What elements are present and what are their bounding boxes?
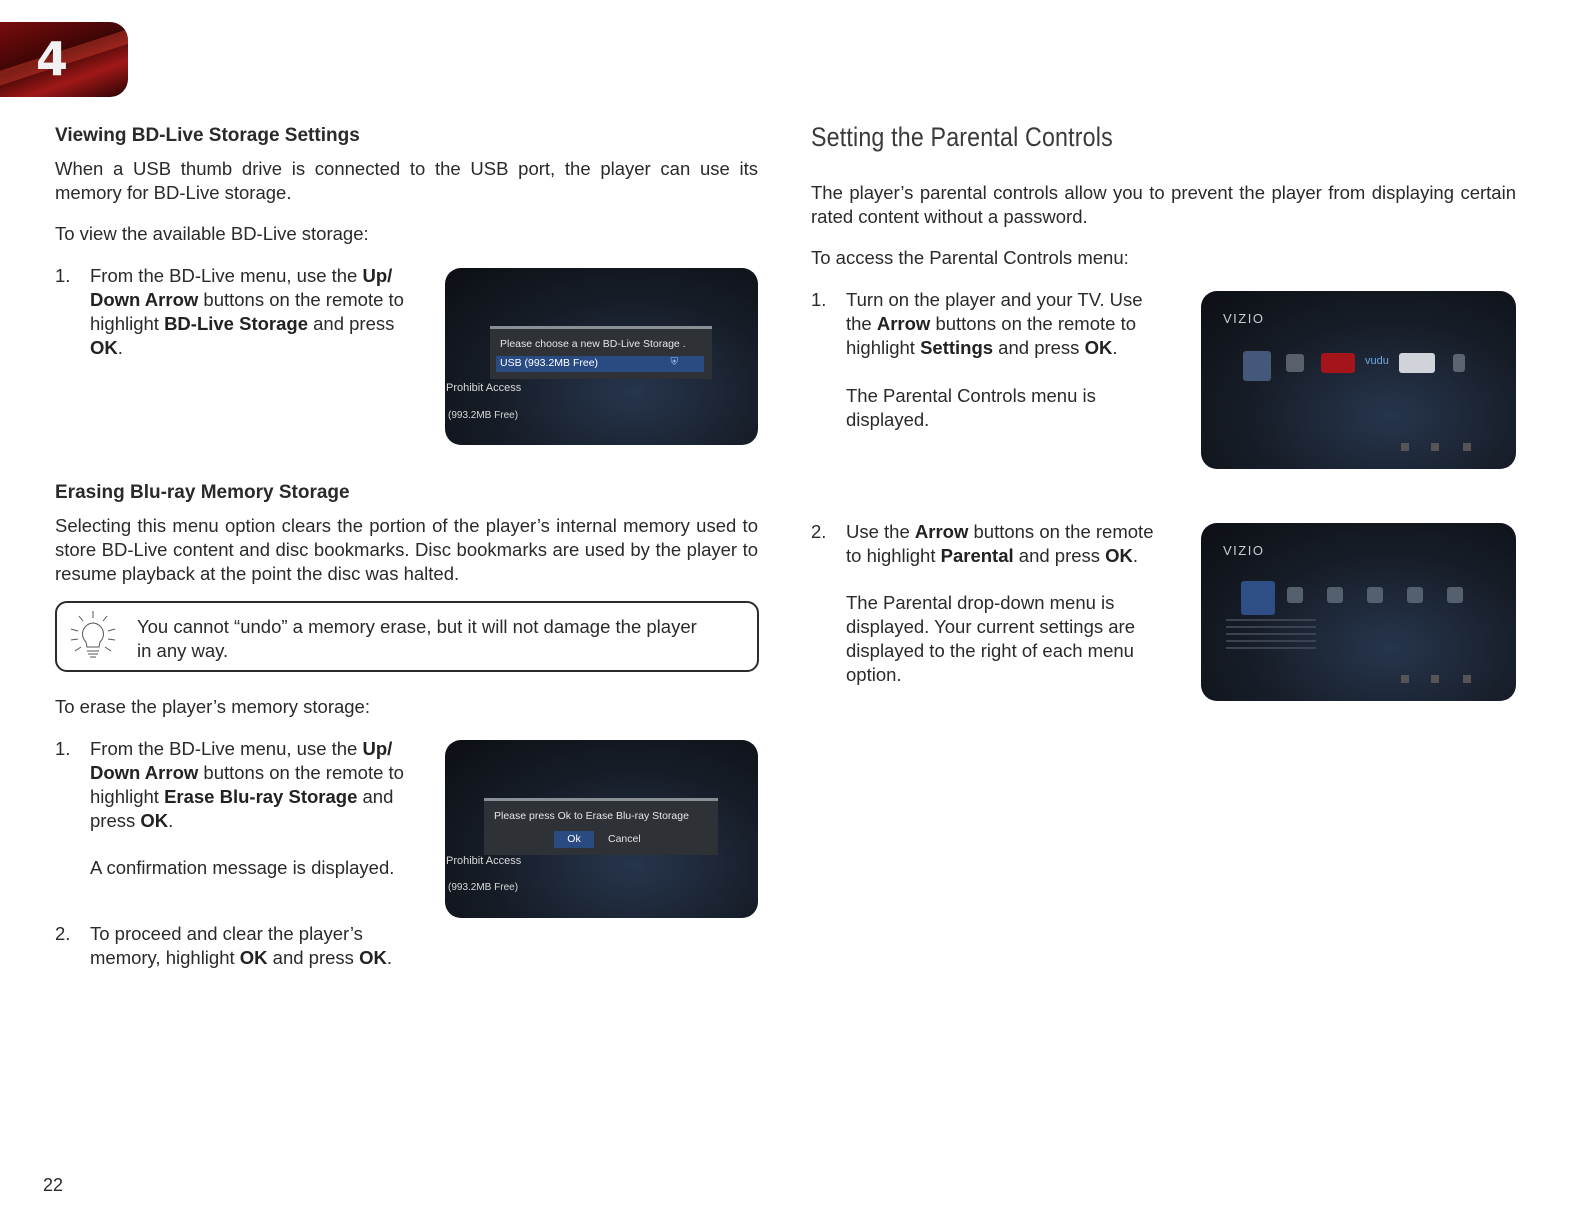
parental-dropdown bbox=[1226, 619, 1316, 651]
step-text: highlight bbox=[90, 313, 165, 334]
step-text: press bbox=[90, 810, 141, 831]
storage-dialog bbox=[490, 326, 712, 379]
vudu-icon: vudu bbox=[1365, 355, 1389, 367]
erase-intro: Selecting this menu option clears the portion of the player’s internal memory used to store BD-Live content and disc bookmarks. Disc bookmarks are used by the player to resume playback at the point the disc was halted. bbox=[55, 515, 758, 584]
step-text: To proceed and clear the player’s bbox=[90, 923, 363, 944]
step-text-bold: OK bbox=[1084, 337, 1113, 358]
menu-item-prohibit: Prohibit Access bbox=[446, 382, 522, 394]
step-text-bold: Erase Blu-ray Storage bbox=[164, 786, 358, 807]
erase-lead: To erase the player’s memory storage: bbox=[55, 696, 370, 717]
step-number: 1. bbox=[55, 738, 71, 759]
parental-icon bbox=[1241, 581, 1275, 615]
settings-icon bbox=[1243, 351, 1271, 381]
step-text-bold: Settings bbox=[920, 337, 994, 358]
step-text: Turn on the player and your TV. Use bbox=[846, 289, 1143, 310]
parental-intro: The player’s parental controls allow you to prevent the player from displaying certain rated content without a password. bbox=[811, 182, 1516, 227]
parental-step-2 bbox=[811, 520, 1196, 690]
step-text-bold: Up/ bbox=[362, 738, 393, 759]
home-icon bbox=[1287, 587, 1303, 603]
step-text-bold: Down Arrow bbox=[90, 762, 199, 783]
step-text: From the BD-Live menu, use the bbox=[90, 738, 363, 759]
parental-step-1 bbox=[811, 288, 1196, 438]
step-text: Use the bbox=[846, 521, 915, 542]
note-box bbox=[55, 601, 759, 672]
step-text-bold: Arrow bbox=[914, 521, 969, 542]
step-subtext: option. bbox=[846, 664, 902, 685]
erase-heading: Erasing Blu-ray Memory Storage bbox=[55, 482, 350, 503]
cancel-button: Cancel bbox=[608, 833, 641, 845]
step-text: . bbox=[168, 810, 174, 831]
step-text: buttons on the remote to bbox=[198, 289, 404, 310]
bdlive-storage-screenshot bbox=[445, 268, 758, 445]
network-icon bbox=[1327, 587, 1343, 603]
ok-button: Ok bbox=[554, 831, 594, 848]
step-subtext: displayed to the right of each menu bbox=[846, 640, 1134, 661]
menu-item-free: (993.2MB Free) bbox=[448, 410, 519, 421]
step-text-bold: OK bbox=[359, 947, 387, 968]
vizio-logo: VIZIO bbox=[1223, 543, 1265, 558]
step-text-bold: OK bbox=[140, 810, 169, 831]
step-text: . bbox=[1112, 337, 1118, 358]
erase-dialog bbox=[484, 798, 718, 855]
bdlive-lead: To view the available BD-Live storage: bbox=[55, 223, 369, 244]
pandora-icon bbox=[1399, 353, 1435, 373]
bdlive-heading: Viewing BD-Live Storage Settings bbox=[55, 125, 360, 146]
step-number: 1. bbox=[55, 265, 71, 286]
dialog-title: Please press Ok to Erase Blu-ray Storage bbox=[494, 810, 689, 822]
step-number: 2. bbox=[811, 521, 827, 542]
music-icon bbox=[1286, 354, 1304, 372]
erase-confirm-screenshot bbox=[445, 740, 758, 918]
display-icon bbox=[1367, 587, 1383, 603]
step-text: and press bbox=[267, 947, 360, 968]
step-text-bold: Arrow bbox=[876, 313, 931, 334]
vizio-logo: VIZIO bbox=[1223, 311, 1265, 326]
step-text: buttons on the remote to bbox=[198, 762, 404, 783]
step-text-bold: Parental bbox=[940, 545, 1014, 566]
settings-home-screenshot bbox=[1201, 291, 1516, 469]
step-text: . bbox=[1132, 545, 1139, 566]
step-text-bold: OK bbox=[90, 337, 118, 358]
step-text-bold: OK bbox=[239, 947, 268, 968]
netflix-icon bbox=[1321, 353, 1355, 373]
step-text-bold: Up/ bbox=[362, 265, 393, 286]
remote-hints bbox=[1401, 675, 1491, 683]
menu-item-prohibit: Prohibit Access bbox=[446, 855, 522, 867]
step-subtext: displayed. bbox=[846, 409, 930, 430]
step-text: the bbox=[846, 313, 877, 334]
parental-heading: Setting the Parental Controls bbox=[811, 122, 1113, 152]
remote-hints bbox=[1401, 443, 1491, 451]
lightbulb-icon bbox=[67, 609, 119, 663]
dialog-option-label: USB (993.2MB Free) bbox=[500, 357, 599, 369]
step-text: . bbox=[386, 947, 392, 968]
note-line: You cannot “undo” a memory erase, but it will not damage the player bbox=[137, 616, 697, 637]
note-line: in any way. bbox=[137, 640, 229, 661]
bdlive-intro: When a USB thumb drive is connected to the USB port, the player can use its memory for BD-Live storage. bbox=[55, 158, 758, 203]
step-subtext: A confirmation message is displayed. bbox=[90, 857, 395, 878]
bdlive-step-1 bbox=[55, 264, 445, 364]
parental-menu-screenshot bbox=[1201, 523, 1516, 701]
step-text: and press bbox=[1013, 545, 1106, 566]
step-subtext: displayed. Your current settings are bbox=[846, 616, 1135, 637]
chapter-tab bbox=[0, 22, 128, 97]
step-text: buttons on the remote to bbox=[930, 313, 1136, 334]
step-text: . bbox=[117, 337, 123, 358]
step-text: highlight bbox=[90, 786, 165, 807]
erase-step-1 bbox=[55, 737, 445, 887]
dialog-title: Please choose a new BD-Live Storage . bbox=[500, 338, 686, 350]
parental-lead: To access the Parental Controls menu: bbox=[811, 247, 1129, 268]
step-text: and press bbox=[307, 313, 395, 334]
step-subtext: The Parental drop-down menu is bbox=[846, 592, 1115, 613]
note-text bbox=[137, 615, 697, 663]
audio-icon bbox=[1407, 587, 1423, 603]
step-text: memory, highlight bbox=[90, 947, 240, 968]
dialog-option bbox=[496, 356, 704, 372]
step-text-bold: OK bbox=[1105, 545, 1133, 566]
step-number: 1. bbox=[811, 289, 827, 310]
chapter-number: 4 bbox=[36, 32, 69, 86]
media-icon bbox=[1453, 354, 1465, 372]
step-text: to highlight bbox=[846, 545, 941, 566]
step-subtext: The Parental Controls menu is bbox=[846, 385, 1096, 406]
step-text: highlight bbox=[846, 337, 921, 358]
erase-step-2 bbox=[55, 922, 445, 972]
step-text-bold: BD-Live Storage bbox=[164, 313, 308, 334]
step-text: and press bbox=[993, 337, 1085, 358]
step-text: buttons on the remote bbox=[968, 521, 1154, 542]
step-number: 2. bbox=[55, 923, 71, 944]
step-text: From the BD-Live menu, use the bbox=[90, 265, 363, 286]
disc-icon bbox=[1447, 587, 1463, 603]
shield-icon: ⛨ bbox=[670, 357, 678, 368]
page-number: 22 bbox=[43, 1175, 64, 1195]
step-text: and bbox=[357, 786, 394, 807]
menu-item-free: (993.2MB Free) bbox=[448, 882, 519, 893]
step-text-bold: Down Arrow bbox=[90, 289, 199, 310]
